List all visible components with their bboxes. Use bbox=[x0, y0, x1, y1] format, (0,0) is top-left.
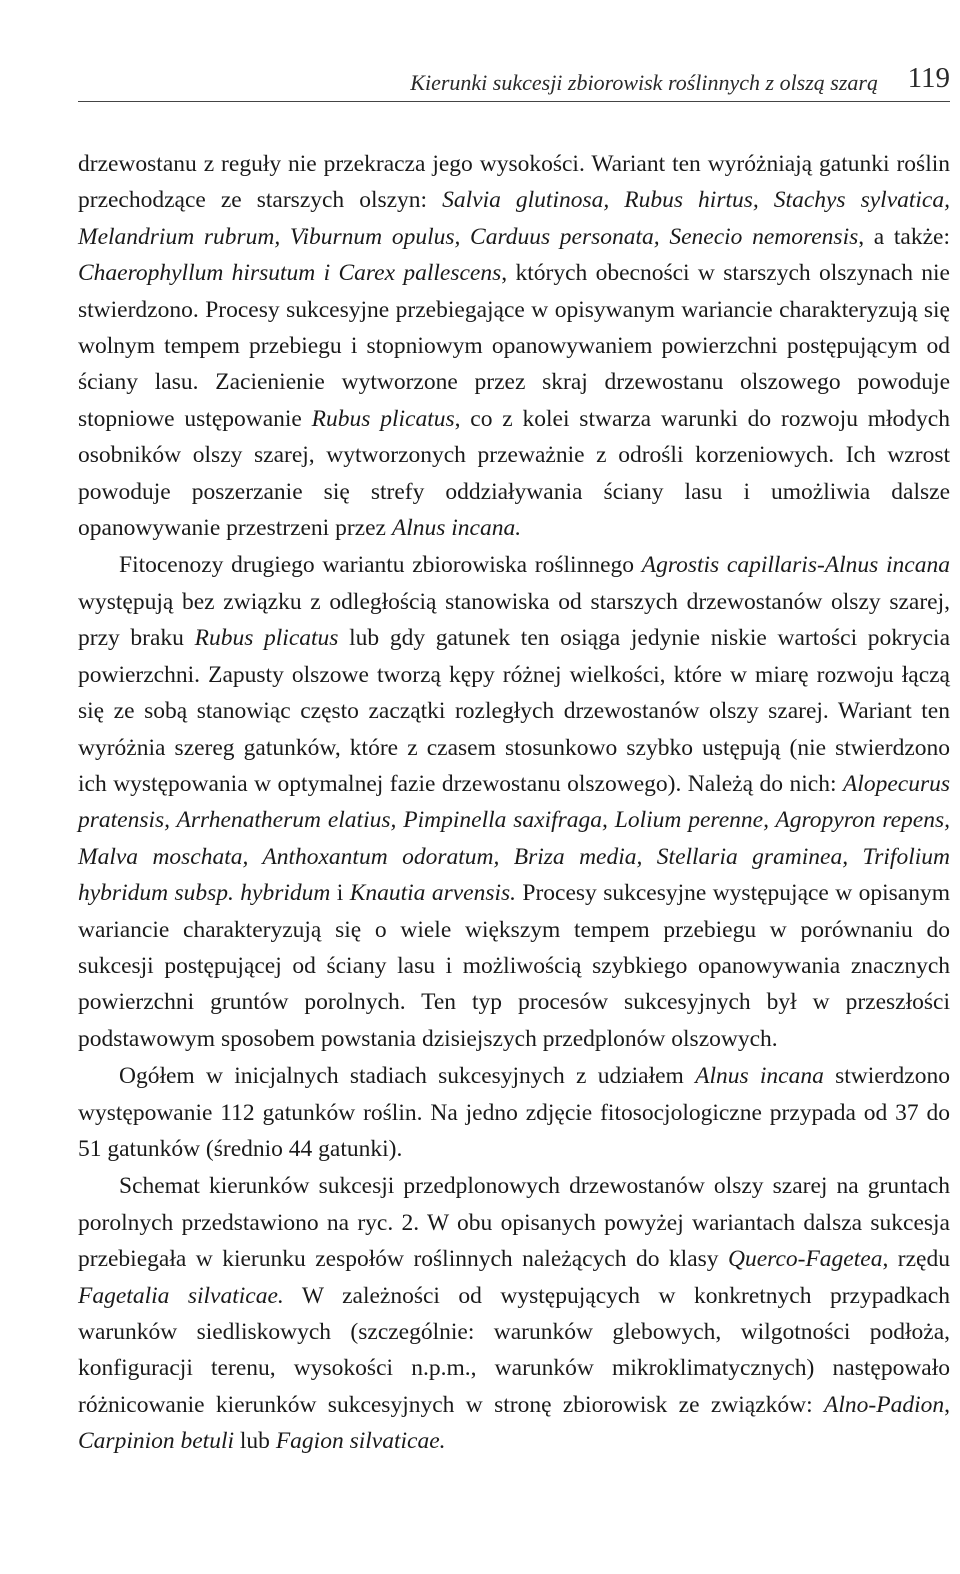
text-run: lub bbox=[234, 1428, 276, 1455]
text-run: lub gdy gatunek ten osiąga jedynie niskie wartości pokrycia powierzchni. Zapusty olszowe tworzą kępy różnej wielkości, które w miarę rozwoju łączą się ze sobą stanowiąc często zaczątki rozległych drzewostanów olszy szarej. Wariant ten wyróżnia szereg gatunków, które z czasem stosunkowo szybko ustępują (nie stwierdzono ich występowania w optymalnej fazie drzewostanu olszowego). Należą do nich: bbox=[78, 625, 951, 797]
italic-term: Rubus plicatus bbox=[311, 405, 455, 432]
text-run: , co z kolei stwarza warunki do rozwoju młodych osobników olszy szarej, wytworzonych przeważnie z odrośli korzeniowych. Ich wzrost powoduje poszerzanie się strefy oddziaływania ściany lasu i umożliwia dalsze opanowywanie przestrzeni przez bbox=[78, 405, 950, 542]
text-run: W zależności od występujących w konkretnych przypadkach warunków siedliskowych (szczególnie: warunków glebowych, wilgotności podłoża, konfiguracji terenu, wysokości n.p.m., warunków mikroklimatycznych) następowało różnicowanie kierunków sukcesyjnych w stronę zbiorowisk ze związków: bbox=[78, 1282, 950, 1418]
text-run: występują bez związku z odległością stanowiska od starszych drzewostanów olszy szarej, przy braku bbox=[78, 588, 950, 652]
text-run: Ogółem w inicjalnych stadiach sukcesyjnych z udziałem bbox=[119, 1063, 696, 1090]
page-number: 119 bbox=[907, 62, 950, 94]
italic-term: Querco-Fagetea bbox=[728, 1246, 883, 1273]
italic-term: Carpinion betuli bbox=[78, 1428, 235, 1455]
running-title: Kierunki sukcesji zbiorowisk roślinnych z olszą szarą bbox=[410, 70, 878, 95]
text-run: Schemat kierunków sukcesji przedplonowych drzewostanów olszy szarej na gruntach porolnych przedstawiono na ryc. 2. W obu opisanych powyżej wariantach dalsza sukcesja przebiegała w kierunku zespołów roślinnych należących do klasy bbox=[78, 1173, 950, 1273]
italic-term: Alno-Padion bbox=[824, 1391, 945, 1418]
italic-term: Fagion silvaticae. bbox=[275, 1428, 446, 1455]
text-run: Procesy sukcesyjne występujące w opisanym wariancie charakteryzują się o wiele większym tempem przebiegu w porównaniu do sukcesji postępującej od ściany lasu i możliwością szybkiego opanowywania znacznych powierzchni gruntów porolnych. Ten typ procesów sukcesyjnych był w przeszłości podstawowym sposobem powstania dzisiejszych przedplonów olszowych. bbox=[78, 880, 950, 1052]
running-header bbox=[78, 62, 950, 102]
paragraph bbox=[78, 146, 950, 546]
italic-term: Alnus incana. bbox=[391, 515, 522, 542]
italic-term: Knautia arvensis. bbox=[349, 880, 517, 907]
text-run: i bbox=[330, 880, 350, 907]
italic-term: Chaerophyllum hirsutum i Carex pallescens bbox=[78, 260, 502, 287]
text-run: Fitocenozy drugiego wariantu zbiorowiska roślinnego bbox=[119, 552, 642, 579]
text-run: drzewostanu z reguły nie przekracza jego wysokości. Wariant ten wyróżniają gatunki roślin przechodzące ze starszych olszyn: bbox=[78, 151, 950, 214]
text-run: , bbox=[944, 1391, 950, 1418]
text-run: , a także: bbox=[858, 223, 951, 250]
text-run: , których obecności w starszych olszynach nie stwierdzono. Procesy sukcesyjne przebiegające w opisywanym wariancie charakteryzują się wolnym tempem przebiegu i stopniowym opanowywaniem powierzchni postępującym od ściany lasu. Zacienienie wytworzone przez skraj drzewostanu olszowego powoduje stopniowe ustępowanie bbox=[78, 260, 950, 432]
text-run: , rzędu bbox=[882, 1246, 950, 1273]
italic-term: Alopecurus pratensis, Arrhenatherum elatius, Pimpinella saxifraga, Lolium perenne, Agropyron repens, Malva moschata, Anthoxantum odoratum, Briza media, Stellaria graminea, Trifolium hybridum subsp. hybridum bbox=[78, 770, 950, 907]
paragraph bbox=[78, 1058, 950, 1167]
text-run: stwierdzono występowanie 112 gatunków roślin. Na jedno zdjęcie fitosocjologiczne przypada od 37 do 51 gatunków (średnio 44 gatunki). bbox=[78, 1063, 950, 1162]
paragraph bbox=[78, 1168, 950, 1459]
italic-term: Agrostis capillaris-Alnus incana bbox=[641, 552, 950, 579]
italic-term: Salvia glutinosa, Rubus hirtus, Stachys sylvatica, Melandrium rubrum, Viburnum opulus, Carduus personata, Senecio nemorensis bbox=[78, 187, 950, 250]
paragraph bbox=[78, 547, 950, 1057]
italic-term: Rubus plicatus bbox=[194, 625, 339, 652]
body-text bbox=[78, 146, 950, 1460]
italic-term: Fagetalia silvaticae. bbox=[78, 1282, 284, 1309]
italic-term: Alnus incana bbox=[695, 1063, 824, 1090]
header-rule bbox=[78, 101, 950, 102]
